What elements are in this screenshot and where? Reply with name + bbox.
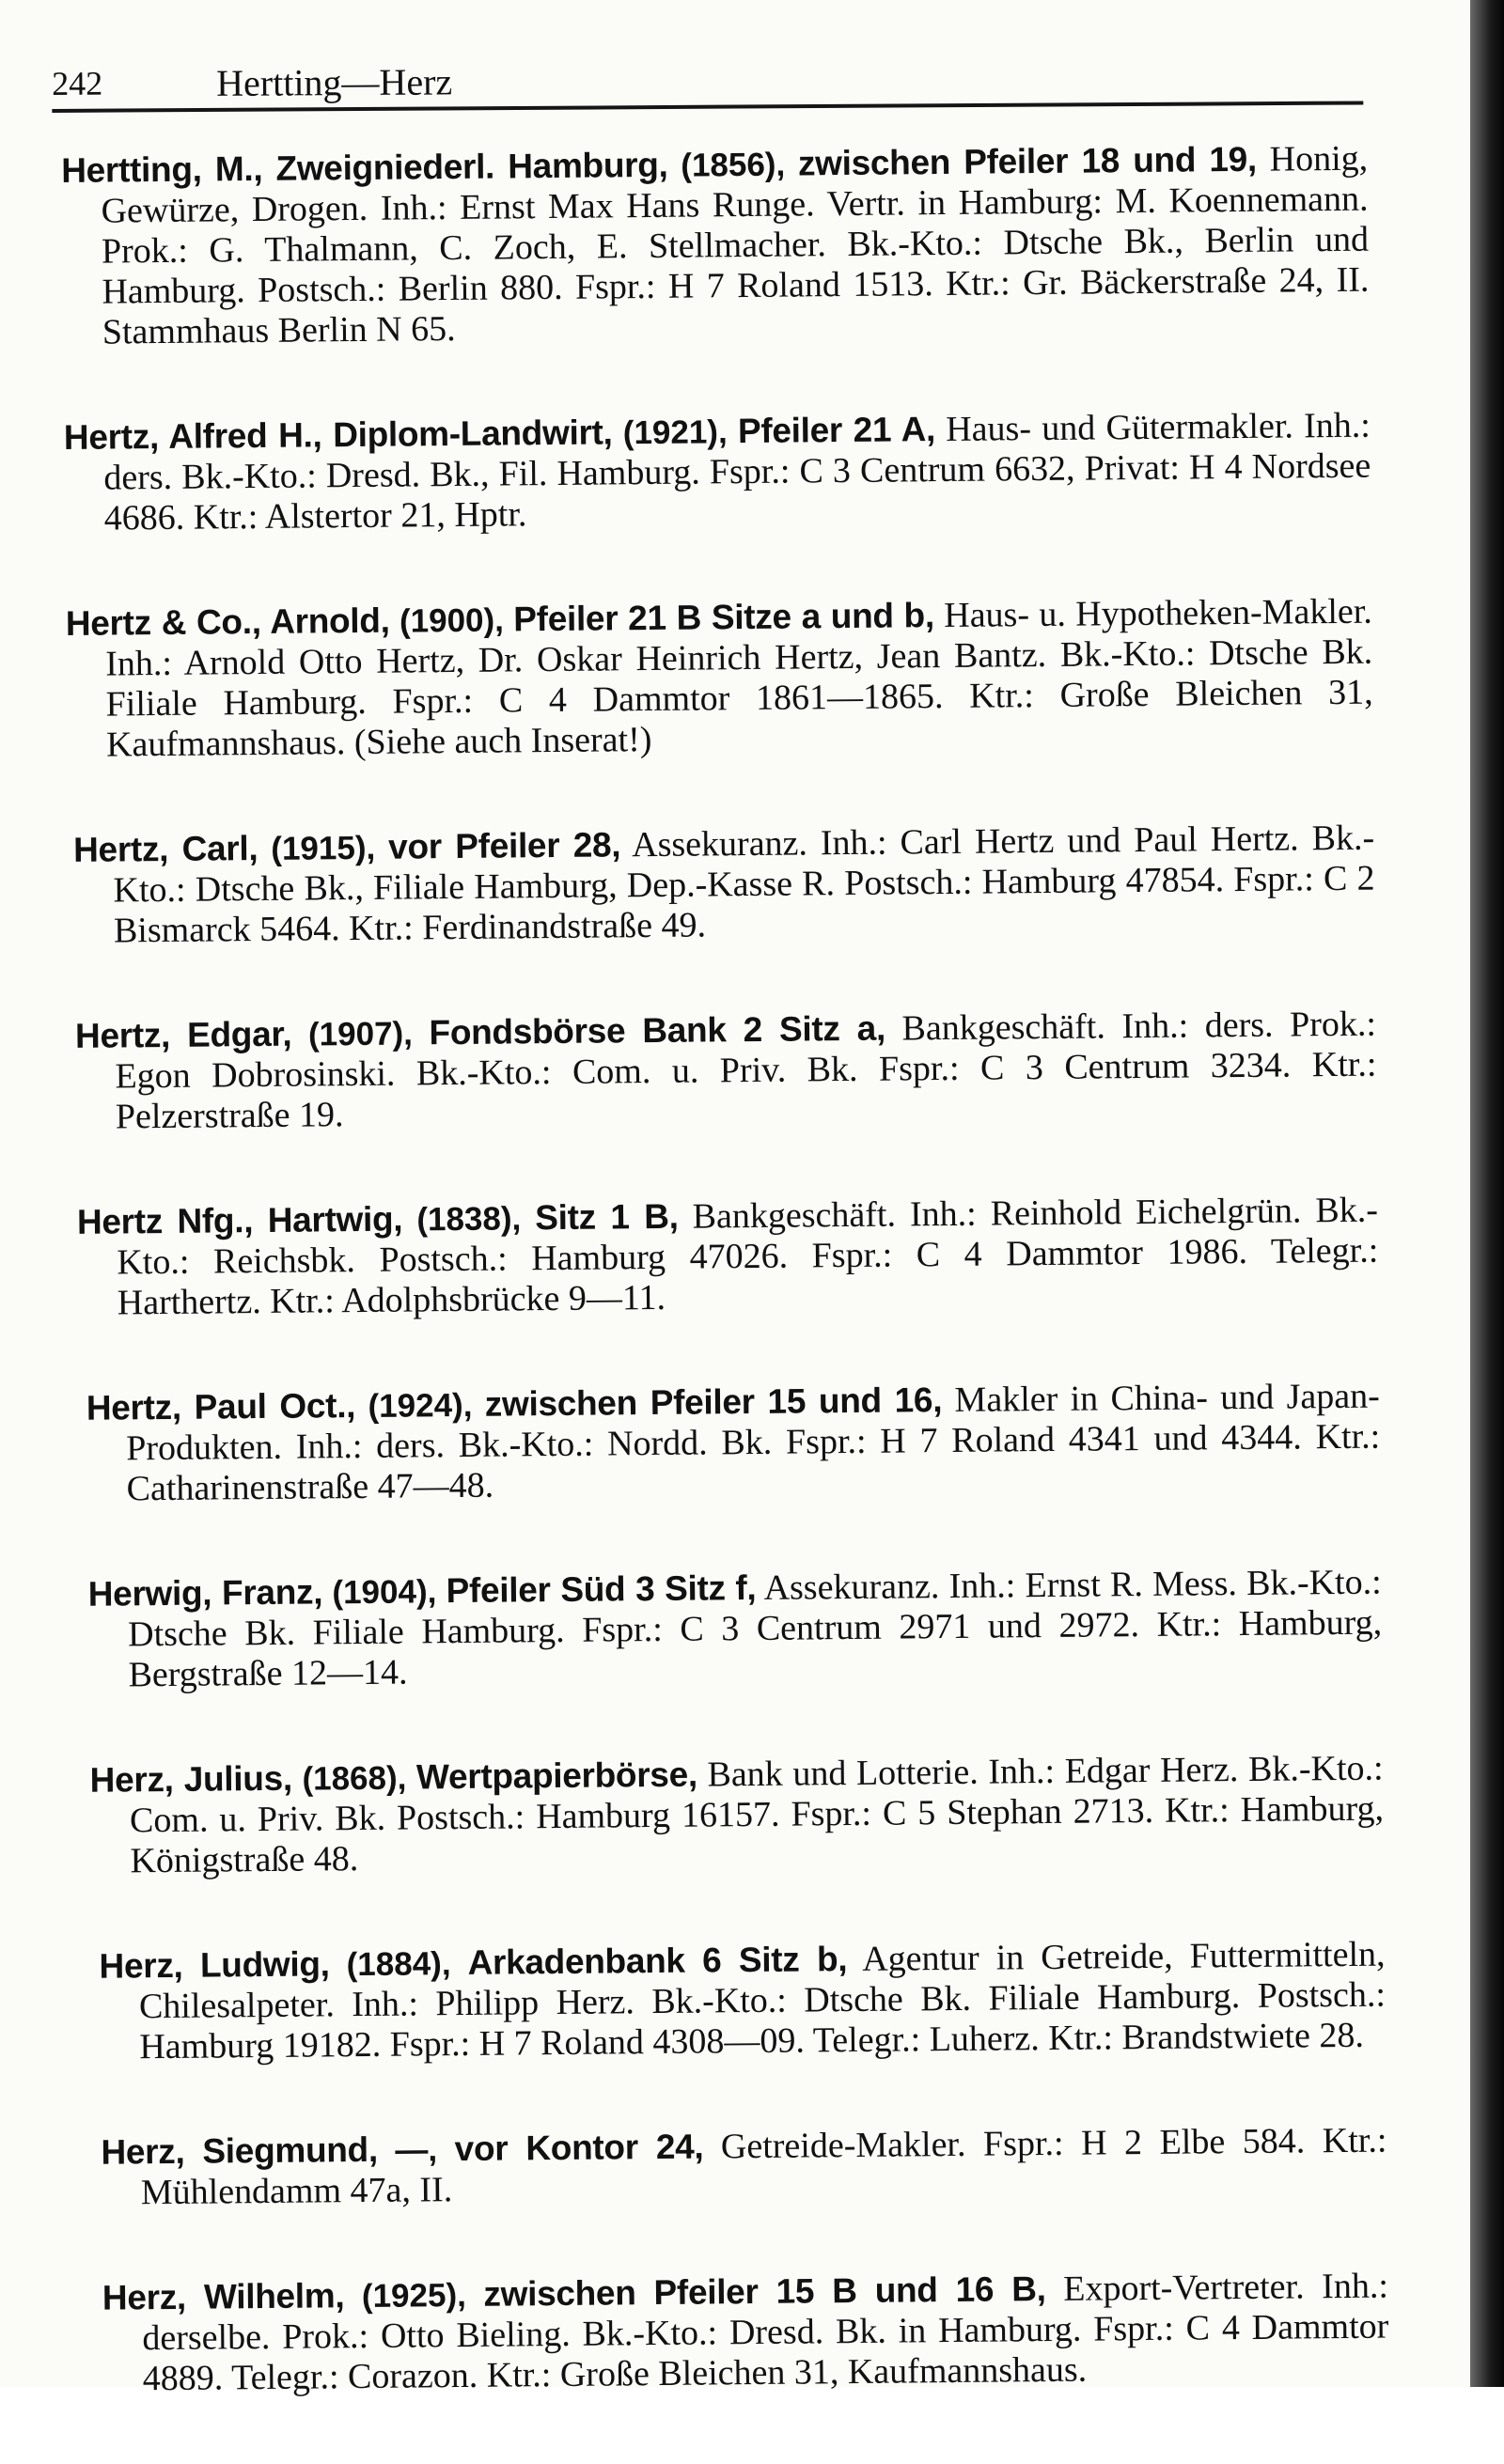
directory-entry: [75, 1004, 1377, 1138]
entry-year: (1921),: [622, 413, 728, 452]
entry-name: Hertz & Co., Arnold,: [65, 600, 390, 643]
entry-year: (1907),: [307, 1015, 414, 1053]
entry-name: Herz, Ludwig,: [99, 1944, 330, 1986]
entry-location: Fondsbörse Bank 2 Sitz a,: [429, 1008, 886, 1053]
entry-name: Herwig, Franz,: [87, 1572, 323, 1614]
entry-name: Herz, Siegmund,: [101, 2129, 379, 2172]
entry-name: Hertz, Carl,: [72, 829, 258, 869]
entry-details: Bankgeschäft. Inh.: Reinhold Eichelgrün. Bk.-Kto.: Reichsbk. Postsch.: Hamburg 47026. Fspr.: C 4 Dammtor 1986. Telegr.: Harthertz. Ktr.: Adolphsbrücke 9—11.: [117, 1190, 1379, 1323]
entry-details: Getreide-Makler. Fspr.: H 2 Elbe 584. Ktr.: Mühlendamm 47a, II.: [140, 2120, 1387, 2213]
directory-entry: [61, 138, 1370, 353]
entry-name: Herz, Julius,: [89, 1758, 293, 1800]
entry-year: (1856),: [681, 146, 786, 184]
entry-details: Honig, Gewürze, Drogen. Inh.: Ernst Max Hans Runge. Vertr. in Hamburg: M. Koennemann. Prok.: G. Thalmann, C. Zoch, E. Stellmacher. Bk.-Kto.: Dtsche Bk., Berlin und Hamburg. Postsch.: Berlin 880. Fspr.: H 7 Roland 1513. Ktr.: Gr. Bäckerstraße 24, II. Stammhaus Berlin N 65.: [101, 138, 1370, 352]
entry-location: Arkadenbank 6 Sitz b,: [467, 1940, 848, 1982]
entry-details: Bank und Lotterie. Inh.: Edgar Herz. Bk.-Kto.: Com. u. Priv. Bk. Postsch.: Hamburg 16157. Fspr.: C 5 Stephan 2713. Ktr.: Hamburg, Königstraße 48.: [129, 1748, 1385, 1881]
entry-name: Hertz, Edgar,: [74, 1014, 292, 1055]
entry-name: Herz, Wilhelm,: [102, 2276, 345, 2317]
entry-year: (1868),: [302, 1759, 407, 1798]
entry-location: Pfeiler 21 A,: [737, 410, 936, 451]
directory-entry: [101, 2120, 1387, 2214]
entry-details: Haus- und Gütermakler. Inh.: ders. Bk.-Kto.: Dresd. Bk., Fil. Hamburg. Fspr.: C 3 Centrum 6632, Privat: H 4 Nordsee 4686. Ktr.: Alstertor 21, Hptr.: [103, 405, 1371, 538]
directory-entries: [61, 138, 1390, 2464]
directory-entry: [99, 1934, 1386, 2068]
directory-entry: [73, 818, 1375, 952]
entry-location: Pfeiler 21 B Sitze a und b,: [513, 596, 935, 639]
entry-location: vor Pfeiler 28,: [387, 825, 621, 866]
directory-entry: [88, 1562, 1383, 1696]
book-spine-shadow: [1470, 0, 1504, 2387]
entry-details: Assekuranz. Inh.: Carl Hertz und Paul Hertz. Bk.-Kto.: Dtsche Bk., Filiale Hamburg, Dep.-Kasse R. Postsch.: Hamburg 47854. Fspr.: C 2 Bismarck 5464. Ktr.: Ferdinandstraße 49.: [113, 818, 1375, 951]
directory-entry: [102, 2266, 1389, 2400]
entry-details: Makler in China- und Japan-Produkten. Inh.: ders. Bk.-Kto.: Nordd. Bk. Fspr.: H 7 Roland 4341 und 4344. Ktr.: Catharinenstraße 47—48.: [126, 1376, 1381, 1509]
running-head: Hertting—Herz: [216, 60, 453, 104]
entry-year: (1915),: [271, 829, 376, 867]
entry-year: (1924),: [368, 1386, 473, 1425]
entry-details: Export-Vertreter. Inh.: derselbe. Prok.: Otto Bieling. Bk.-Kto.: Dresd. Bk. in Hamburg. Fspr.: C 4 Dammtor 4889. Telegr.: Corazon. Ktr.: Große Bleichen 31, Kaufmannshaus.: [142, 2266, 1389, 2399]
entry-year: (1925),: [361, 2276, 467, 2316]
directory-entry: [89, 1748, 1384, 1882]
entry-year: (1900),: [399, 601, 505, 640]
entry-location: Wertpapierbörse,: [415, 1754, 698, 1797]
directory-entry: [66, 591, 1374, 766]
entry-location: vor Kontor 24,: [454, 2127, 704, 2169]
entry-location: Sitz 1 B,: [535, 1196, 679, 1238]
entry-name: Hertting, M., Zweigniederl. Hamburg,: [61, 145, 668, 190]
entry-name: Hertz, Alfred H., Diplom-Landwirt,: [63, 413, 613, 457]
entry-year: (1884),: [346, 1945, 451, 1984]
directory-entry: [77, 1190, 1379, 1324]
entry-year: (1904),: [332, 1573, 437, 1612]
entry-location: Pfeiler Süd 3 Sitz f,: [446, 1567, 757, 1611]
entry-details: Haus- u. Hypotheken-Makler. Inh.: Arnold Otto Hertz, Dr. Oskar Heinrich Hertz, Jean Bantz. Bk.-Kto.: Dtsche Bk. Filiale Hamburg. Fspr.: C 4 Dammtor 1861—1865. Ktr.: Große Bleichen 31, Kaufmannshaus. (Siehe auch Inserat!): [105, 591, 1373, 765]
directory-entry: [86, 1376, 1381, 1510]
page-header: [52, 48, 1363, 113]
entry-name: Hertz, Paul Oct.,: [86, 1386, 356, 1427]
entry-details: Agentur in Getreide, Futtermitteln, Chilesalpeter. Inh.: Philipp Herz. Bk.-Kto.: Dtsche Bk. Filiale Hamburg. Postsch.: Hamburg 19182. Fspr.: H 7 Roland 4308—09. Telegr.: Luherz. Ktr.: Brandstwiete 28.: [138, 1934, 1386, 2067]
entry-name: Hertz Nfg., Hartwig,: [76, 1199, 403, 1241]
entry-year: —,: [395, 2131, 438, 2169]
page-number: 242: [52, 64, 103, 102]
entry-location: zwischen Pfeiler 15 B und 16 B,: [483, 2269, 1046, 2314]
entry-location: zwischen Pfeiler 18 und 19,: [797, 139, 1258, 183]
entry-location: zwischen Pfeiler 15 und 16,: [484, 1380, 943, 1424]
entry-year: (1838),: [416, 1200, 522, 1239]
directory-entry: [64, 405, 1371, 539]
entry-details: Bankgeschäft. Inh.: ders. Prok.: Egon Dobrosinski. Bk.-Kto.: Com. u. Priv. Bk. Fspr.: C 3 Centrum 3234. Ktr.: Pelzerstraße 19.: [115, 1004, 1377, 1137]
entry-details: Assekuranz. Inh.: Ernst R. Mess. Bk.-Kto.: Dtsche Bk. Filiale Hamburg. Fspr.: C 3 Centrum 2971 und 2972. Ktr.: Hamburg, Bergstraße 12—14.: [127, 1562, 1383, 1695]
